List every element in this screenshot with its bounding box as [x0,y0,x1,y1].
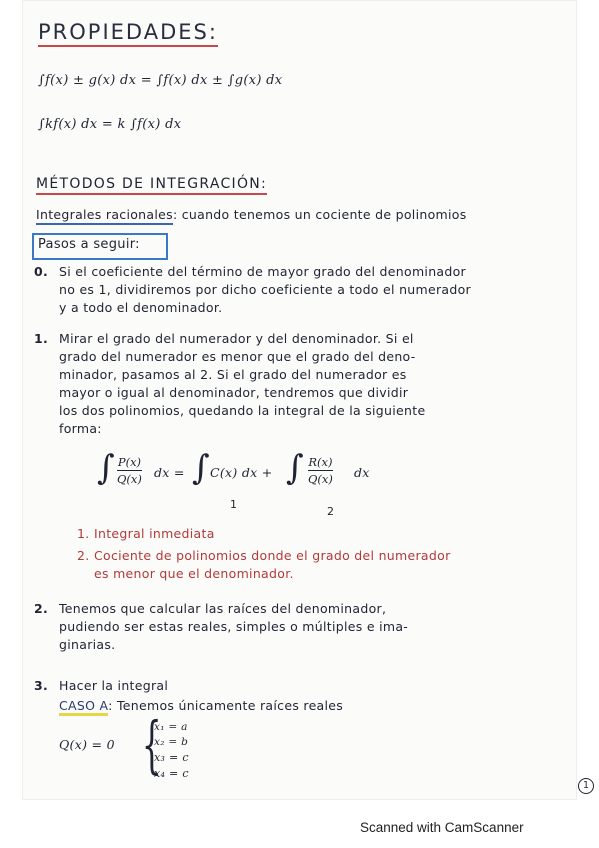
formula-dx: dx [354,465,370,480]
sublist-item: Integral inmediata [94,526,215,541]
page-title: PROPIEDADES: [38,20,218,47]
system-eq: x₂ = b [154,736,189,748]
step0-line: no es 1, dividiremos por dicho coeficiente a todo el numerador [59,282,472,297]
formula-label-1: 1 [230,498,238,511]
step0-line: y a todo el denominador. [59,300,223,315]
integral-sign-icon: ∫ [192,448,210,488]
sublist-number: 2. [77,548,90,563]
brace-icon: { [141,708,162,781]
step1-line: forma: [59,421,102,436]
steps-box-label: Pasos a seguir: [38,237,140,252]
rational-label: Integrales racionales [36,207,173,225]
system-eq: x₄ = c [154,767,189,780]
step2-line: pudiendo ser estas reales, simples o múltiples e ima- [59,619,409,634]
page-number: 1 [578,778,594,794]
integral-sign-icon: ∫ [286,448,304,488]
camscanner-watermark: Scanned with CamScanner [360,820,524,835]
step1-line: grado del numerador es menor que el grado del deno- [59,349,416,364]
integral-sign-icon: ∫ [97,448,115,488]
property-sum: ∫f(x) ± g(x) dx = ∫f(x) dx ± ∫g(x) dx [38,73,283,88]
methods-heading: MÉTODOS DE INTEGRACIÓN: [36,176,267,195]
step1-line: mayor o igual al denominador, tendremos que dividir [59,385,409,400]
property-constant: ∫kf(x) dx = k ∫f(x) dx [38,117,182,132]
step0-number: 0. [34,264,49,279]
formula-label-2: 2 [327,505,335,518]
rational-desc: : cuando tenemos un cociente de polinomios [172,207,467,222]
system-eq: x₃ = c [154,751,189,764]
step1-line: Mirar el grado del numerador y del denominador. Si el [59,331,414,346]
step2-line: Tenemos que calcular las raíces del denominador, [59,601,387,616]
system-lhs: Q(x) = 0 [59,737,115,752]
fraction-rq [308,455,333,486]
step3-text: Hacer la integral [59,678,169,693]
formula-dx-equals: dx = [154,465,185,480]
step1-number: 1. [34,331,49,346]
step2-number: 2. [34,601,49,616]
rational-definition [36,208,467,222]
fraction-bar [308,470,333,471]
step1-line: minador, pasamos al 2. Si el grado del numerador es [59,367,407,382]
sublist-number: 1. [77,526,90,541]
system-eq: x₁ = a [154,721,188,733]
fraction-numerator: P(x) [117,455,142,469]
caso-a-text: : Tenemos únicamente raíces reales [108,698,344,713]
fraction-pq [117,455,142,486]
scanned-page [22,0,590,800]
step3-number: 3. [34,678,49,693]
fraction-denominator: Q(x) [308,472,333,487]
fraction-denominator: Q(x) [117,472,142,487]
formula-c-term: C(x) dx + [210,465,273,480]
fraction-bar [117,470,142,471]
caso-a [59,699,343,713]
step2-line: ginarias. [59,637,116,652]
sublist-item-continued: es menor que el denominador. [94,566,294,581]
caso-a-label: CASO A [59,698,108,716]
fraction-numerator: R(x) [308,455,333,469]
sublist-item: Cociente de polinomios donde el grado del numerador [94,548,451,563]
step1-line: los dos polinomios, quedando la integral de la siguiente [59,403,426,418]
step0-line: Si el coeficiente del término de mayor grado del denominador [59,264,467,279]
